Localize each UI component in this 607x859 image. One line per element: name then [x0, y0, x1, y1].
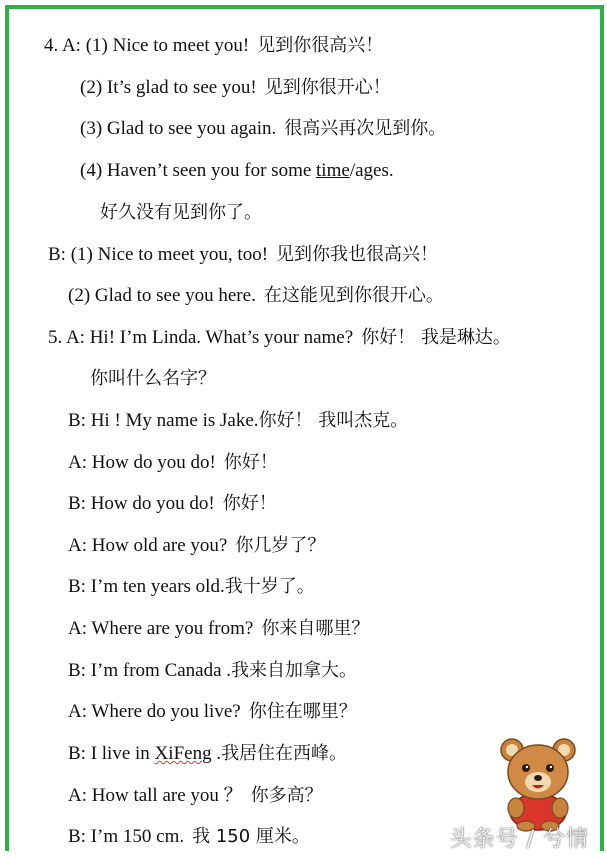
english-text: (2) It’s glad to see you! — [80, 77, 257, 98]
chinese-text: 你好！ 我叫杰克。 — [258, 410, 409, 431]
english-text: B: (1) Nice to meet you, too! — [48, 244, 269, 265]
dialogue-line-5a-2 — [68, 451, 278, 475]
chinese-text: 你好！ — [222, 493, 277, 514]
dialogue-line-5a-3 — [68, 534, 325, 558]
english-text-tail: . — [211, 743, 222, 764]
chinese-text: 我十岁了。 — [224, 576, 315, 597]
english-text: B: I live in — [68, 743, 155, 764]
chinese-text: 你多高？ — [250, 785, 323, 806]
chinese-text: 我 150 厘米。 — [192, 826, 310, 847]
dialogue-line-4a-4 — [80, 159, 394, 183]
wavy-underlined-word: XiFeng — [154, 743, 212, 764]
english-text: 5. A: Hi! I’m Linda. What’s your name? — [48, 327, 354, 348]
dialogue-line-5a-6 — [68, 784, 323, 808]
chinese-text: 你几岁了？ — [235, 535, 326, 556]
dialogue-line-4a-3 — [80, 117, 446, 141]
dialogue-line-4b-1 — [48, 243, 438, 267]
dialogue-line-5b-5 — [68, 742, 347, 766]
chinese-text: 很高兴再次见到你。 — [284, 118, 447, 139]
dialogue-line-5b-4 — [68, 659, 357, 683]
dialogue-line-5b-3 — [68, 575, 315, 599]
chinese-text: 你好！ 我是琳达。 — [361, 327, 511, 348]
dialogue-line-5a-4 — [68, 617, 369, 641]
chinese-text: 见到你我也很高兴！ — [276, 244, 439, 265]
english-text: B: I’m ten years old. — [68, 576, 225, 597]
dialogue-line-5b-6 — [68, 825, 310, 849]
dialogue-line-4a-2 — [80, 76, 391, 100]
chinese-text: 见到你很高兴！ — [257, 35, 384, 56]
english-text: A: How tall are you ？ — [68, 785, 243, 806]
english-text-tail: /ages. — [349, 160, 394, 181]
dialogue-line-5b-1 — [68, 409, 408, 433]
english-text: A: Where are you from? — [68, 618, 254, 639]
teddy-bear-icon — [496, 736, 580, 832]
english-text: A: How old are you? — [68, 535, 228, 556]
english-text: B: How do you do! — [68, 493, 215, 514]
dialogue-line-4a-1 — [44, 34, 383, 58]
english-text: B: I’m 150 cm. — [68, 826, 185, 847]
english-text: (2) Glad to see you here. — [68, 285, 256, 306]
chinese-text: 你好！ — [223, 452, 278, 473]
chinese-text: 我来自加拿大。 — [231, 660, 358, 681]
english-text: (3) Glad to see you again. — [80, 118, 277, 139]
english-text: 4. A: (1) Nice to meet you! — [44, 35, 250, 56]
english-text: A: How do you do! — [68, 452, 216, 473]
watermark: 头条号 / 兮情 — [449, 827, 589, 852]
chinese-text: 我居住在西峰。 — [221, 743, 348, 764]
english-text: A: Where do you live? — [68, 701, 241, 722]
english-text: B: I’m from Canada . — [68, 660, 232, 681]
chinese-text: 你叫什么名字？ — [90, 368, 216, 389]
dialogue-line-5b-2 — [68, 492, 277, 516]
dialogue-line-5a-1 — [48, 326, 511, 350]
english-text: B: Hi ! My name is Jake. — [68, 410, 259, 431]
dialogue-line-4b-2 — [68, 284, 444, 308]
chinese-text: 你来自哪里？ — [261, 618, 370, 639]
underlined-word: time — [316, 160, 350, 181]
chinese-text: 在这能见到你很开心。 — [263, 285, 444, 306]
chinese-text: 好久没有见到你了。 — [100, 202, 262, 223]
dialogue-line-5a-5 — [68, 700, 357, 724]
chinese-text: 你住在哪里？ — [248, 701, 357, 722]
english-text: (4) Haven’t seen you for some — [80, 160, 317, 181]
dialogue-line-5a-1-translation — [90, 367, 216, 391]
chinese-text: 见到你很开心！ — [264, 77, 391, 98]
dialogue-line-4a-4-translation — [100, 201, 262, 225]
